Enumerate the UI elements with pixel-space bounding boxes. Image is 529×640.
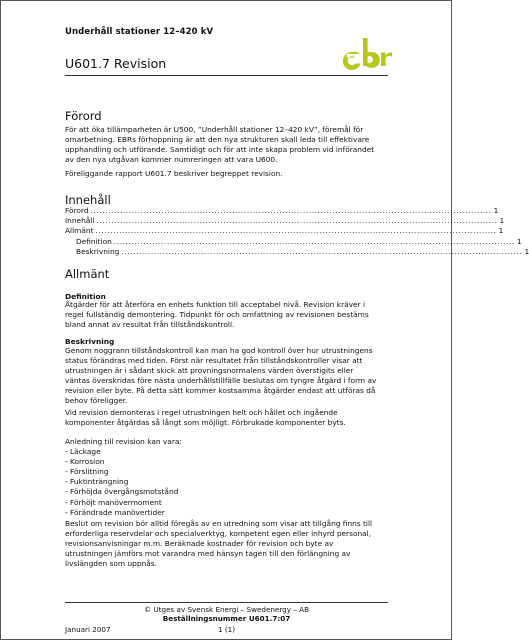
footer-page-number: 1 (1) [217, 625, 236, 634]
beskrivning-paragraph-2 [65, 408, 391, 428]
toc-page: 1 [493, 206, 499, 215]
text-line: Beslut om revision bör alltid föregås av en utredning som visar att tillgång finns till [65, 519, 373, 528]
list-item: - Läckage [65, 447, 101, 457]
text-line: behov föreligger. [65, 396, 128, 406]
toc-label: Förord [65, 206, 89, 215]
list-item: - Fuktinträngning [65, 477, 129, 487]
text-line: För att öka tillämparheten är U500, ”Underhåll stationer 12–420 kV”, föremål för [65, 125, 364, 134]
list-item: - Förhöjt manövermoment [65, 497, 162, 507]
footer-date: Januari 2007 [65, 625, 111, 634]
text-line: Genom noggrann tillståndskontroll kan man ha god kontroll över hur utrustningens [65, 346, 373, 355]
series-title: Underhåll stationer 12–420 kV [65, 27, 214, 37]
footer-order-number: Beställningsnummer U601.7:07 [162, 614, 291, 623]
toc-leader: ........................................................................................................................................ [121, 246, 523, 256]
beskrivning-paragraph-1 [65, 346, 391, 407]
text-line: erforderliga reservdelar och specialverktyg, kompetent egen eller inhyrd personal, [65, 529, 372, 539]
text-line: väntas överskridas före nästa underhållstillfälle beslutas om tyngre åtgärd i form av [65, 376, 377, 386]
innehall-heading: Innehåll [65, 193, 111, 207]
text-line: utrustningen jämförs mot varandra med hänsyn tagen till den förlängning av [65, 549, 351, 559]
list-item: - Förändrade manövertider [65, 507, 165, 517]
text-line: omarbetning. EBRs förhoppning är att den nya strukturen skall leda till effektivare [65, 135, 370, 145]
toc-entry[interactable] [65, 226, 504, 236]
text-line: bland annat av resultat från tillståndskontroll. [65, 320, 235, 330]
text-line: utrustningen är i sådant skick att provningsnormalens värden överstigits eller [65, 366, 354, 376]
text-line: Vid revision demonteras i regel utrustningen helt och hållet och ingående [65, 408, 338, 417]
toc-leader: ........................................................................................................................................ [95, 226, 497, 236]
toc-page: 1 [524, 246, 529, 256]
text-line: livslängden som uppnås. [65, 559, 157, 569]
allmant-heading: Allmänt [65, 267, 110, 281]
table-of-contents [65, 206, 529, 257]
forord-heading: Förord [65, 109, 102, 123]
footer-divider [65, 602, 388, 603]
toc-leader: ........................................................................................................................................ [96, 216, 498, 226]
text-line: regel fullständig demontering. Tidpunkt för och omfattning av revisionen bestäms [65, 310, 369, 320]
toc-label: Definition [76, 236, 112, 246]
reasons-list [65, 437, 391, 518]
text-line: komponenter åtgärdas så långt som möjligt. Förbrukade komponenter byts. [65, 418, 346, 428]
toc-label: Innehåll [65, 216, 95, 226]
toc-leader: ........................................................................................................................................ [90, 206, 492, 215]
text-line: upphandling och utförande. Samtidigt och för att inte skapa problem vid införandet [65, 145, 375, 155]
toc-entry[interactable] [65, 216, 505, 226]
toc-entry[interactable] [65, 236, 522, 247]
footer-copyright: © Utges av Svensk Energi – Swedenergy – AB [143, 605, 310, 614]
text-line: Åtgärder för att återföra en enhets funktion till acceptabel nivå. Revision kräver i [65, 300, 365, 309]
toc-page: 1 [498, 226, 504, 236]
text-line: av den nya utgåvan kommer numreringen att vara U600. [65, 155, 278, 165]
list-item: - Korrosion [65, 457, 105, 467]
list-intro: Anledning till revision kan vara: [65, 437, 182, 446]
document-title: U601.7 Revision [65, 56, 167, 71]
text-line: status förändras med tiden. Först när resultatet från tillståndskontroller visar att [65, 356, 363, 366]
definition-heading: Definition [65, 292, 106, 301]
beskrivning-paragraph-3 [65, 519, 391, 569]
header-divider [65, 75, 388, 76]
toc-entry[interactable] [65, 206, 499, 216]
text-line: revisionsanvisningar m.m. Beräknade kostnader för revision och byte av [65, 539, 334, 549]
toc-label: Beskrivning [76, 246, 120, 256]
forord-paragraph-2 [65, 169, 391, 179]
beskrivning-heading: Beskrivning [65, 337, 115, 346]
list-item: - Förhöjda övergångsmotstånd [65, 487, 179, 497]
text-line: Föreliggande rapport U601.7 beskriver begreppet revision. [65, 169, 283, 178]
toc-page: 1 [516, 236, 522, 246]
definition-paragraph [65, 300, 391, 330]
list-item: - Förslitning [65, 467, 109, 477]
toc-leader: ........................................................................................................................................ [113, 236, 515, 246]
text-line: revision eller byte. På detta sätt kommer kostsamma åtgärder endast att utföras då [65, 386, 376, 396]
forord-paragraph [65, 125, 391, 165]
toc-page: 1 [499, 216, 505, 226]
toc-entry[interactable] [65, 246, 529, 257]
toc-label: Allmänt [65, 226, 94, 236]
ebr-logo [338, 34, 398, 72]
